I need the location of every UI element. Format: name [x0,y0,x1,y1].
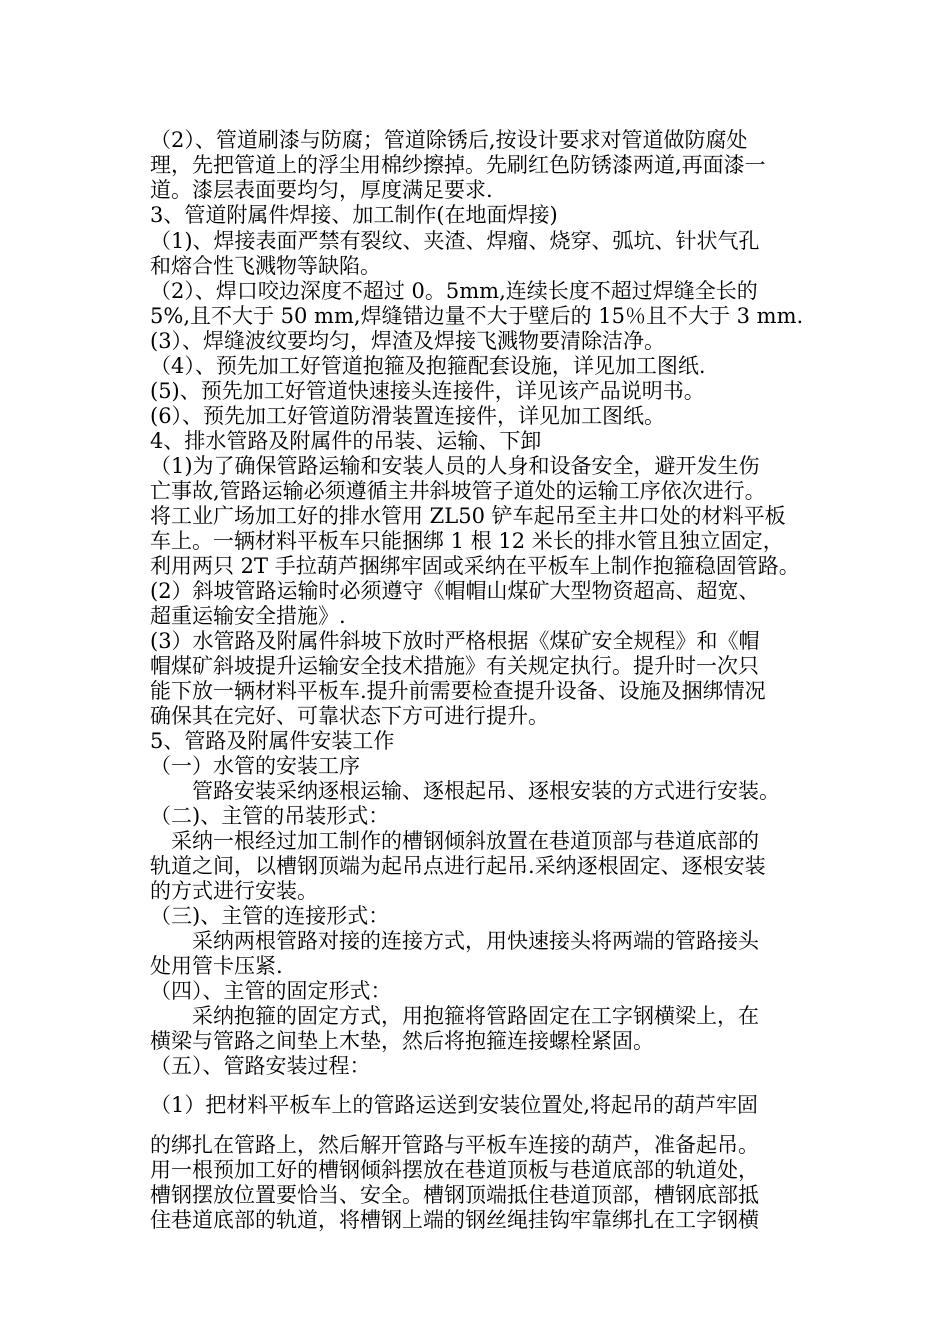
subsection-heading: （三)、主管的连接形式： [150,904,390,928]
section-heading: 5、管路及附属件安装工作 [150,729,395,753]
text-line: 管路安装采纳逐根运输、逐根起吊、逐根安装的方式进行安装。 [150,779,780,803]
text-line: 超重运输安全措施》. [150,604,346,628]
text-line: 采纳一根经过加工制作的槽钢倾斜放置在巷道顶部与巷道底部的 [150,829,759,853]
text-line: 帽煤矿斜坡提升运输安全技术措施》有关规定执行。提升时一次只 [150,654,759,678]
section-heading: 3、管道附属件焊接、加工制作(在地面焊接) [150,203,558,227]
text-line: 住巷道底部的轨道，将槽钢上端的钢丝绳挂钩牢靠绑扎在工字钢横 [150,1208,759,1232]
text-line: 理，先把管道上的浮尘用棉纱擦掉。先刷红色防锈漆两道,再面漆一 [150,153,766,177]
text-line: 将工业广场加工好的排水管用 ZL50 铲车起吊至主井口处的材料平板 [150,504,786,528]
text-line: 和熔合性飞溅物等缺陷。 [150,254,381,278]
text-line: （4）、预先加工好管道抱箍及抱箍配套设施，详见加工图纸. [150,354,706,378]
text-line: 能下放一辆材料平板车.提升前需要检查提升设备、设施及捆绑情况 [150,679,766,703]
text-line: （1)为了确保管路运输和安装人员的人身和设备安全，避开发生伤 [150,454,760,478]
text-line: 车上。一辆材料平板车只能捆绑 1 根 12 米长的排水管且独立固定， [150,529,784,553]
text-line: 采纳两根管路对接的连接方式，用快速接头将两端的管路接头 [150,929,759,953]
subsection-heading: （五）、管路安装过程： [150,1054,371,1078]
text-line: （2）、管道刷漆与防腐；管道除锈后,按设计要求对管道做防腐处 [150,128,748,152]
text-line: （1)、焊接表面严禁有裂纹、夹渣、焊瘤、烧穿、弧坑、针状气孔 [150,229,760,253]
text-line: 处用管卡压紧. [150,954,283,978]
text-line: 用一根预加工好的槽钢倾斜摆放在巷道顶板与巷道底部的轨道处， [150,1158,759,1182]
text-line: 道。漆层表面要均匀，厚度满足要求. [150,178,493,202]
text-line: (2）斜坡管路运输时必须遵守《帽帽山煤矿大型物资超高、超宽、 [150,579,760,603]
text-line: (5)、预先加工好管道快速接头连接件，详见该产品说明书。 [150,379,705,403]
text-line: 5%,且不大于 50 mm,焊缝错边量不大于壁后的 15％且不大于 3 mm. [150,304,804,328]
text-line: 的方式进行安装。 [150,879,318,903]
text-line: 确保其在完好、可靠状态下方可进行提升。 [150,704,549,728]
text-line: 亡事故,管路运输必须遵循主井斜坡管子道处的运输工序依次进行。 [150,479,766,503]
text-line: （2）、焊口咬边深度不超过 0。5mm,连续长度不超过焊缝全长的 [150,279,758,303]
section-heading: 4、排水管路及附属件的吊装、运输、下卸 [150,429,542,453]
subsection-heading: （四）、主管的固定形式： [150,979,392,1003]
subsection-heading: （一）水管的安装工序 [150,754,360,778]
subsection-heading: （二)、主管的吊装形式： [150,804,390,828]
text-line: 利用两只 2T 手拉葫芦捆绑牢固或采纳在平板车上制作抱箍稳固管路。 [150,554,800,578]
text-line: 轨道之间，以槽钢顶端为起吊点进行起吊.采纳逐根固定、逐根安装 [150,854,766,878]
text-line: 槽钢摆放位置要恰当、安全。槽钢顶端抵住巷道顶部，槽钢底部抵 [150,1183,759,1207]
text-line: （1）把材料平板车上的管路运送到安装位置处,将起吊的葫芦牢固 [150,1093,759,1117]
text-line: 采纳抱箍的固定方式，用抱箍将管路固定在工字钢横梁上，在 [150,1004,759,1028]
text-line: 的绑扎在管路上，然后解开管路与平板车连接的葫芦，准备起吊。 [150,1133,759,1157]
text-line: (3）水管路及附属件斜坡下放时严格根据《煤矿安全规程》和《帽 [150,629,760,653]
text-line: (6）、预先加工好管道防滑装置连接件，详见加工图纸。 [150,404,666,428]
text-line: 横梁与管路之间垫上木垫，然后将抱箍连接螺栓紧固。 [150,1029,654,1053]
text-line: (3）、焊缝波纹要均匀，焊渣及焊接飞溅物要清除洁净。 [150,329,666,353]
